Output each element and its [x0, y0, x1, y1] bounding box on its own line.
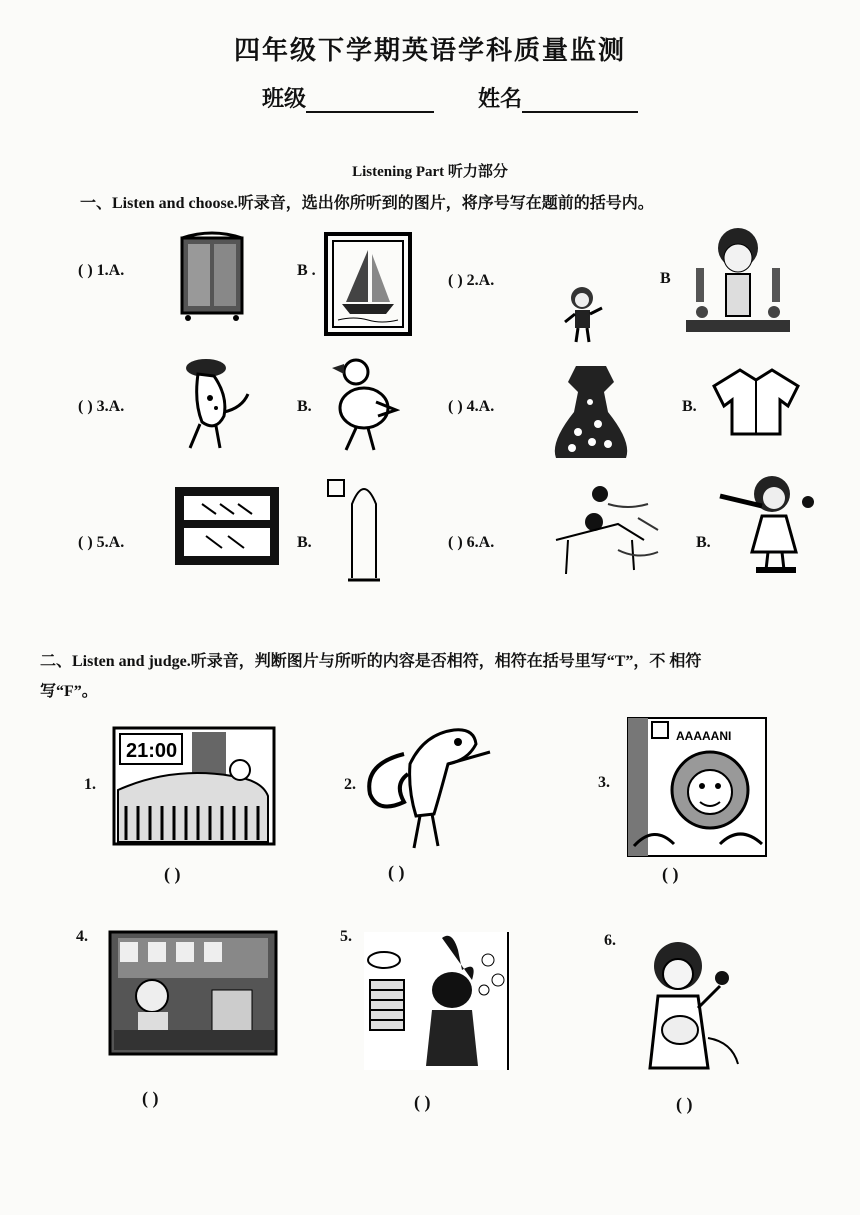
- q1-b-label: B .: [297, 262, 316, 279]
- part-label: Listening Part 听力部分: [352, 164, 508, 180]
- girl-with-cat-image: [628, 938, 748, 1088]
- q4-label: ( ) 4.A.: [448, 398, 495, 415]
- s2-item5-number: 5.: [340, 928, 352, 945]
- s2-item1-number: 1.: [84, 776, 96, 793]
- squirrel-image: [364, 714, 498, 854]
- s2-item6-answer-parens[interactable]: ( ): [676, 1094, 693, 1114]
- girl-cleaning-image: [716, 466, 828, 584]
- q6-b-label: B.: [696, 534, 711, 551]
- q5-label: ( ) 5.A.: [78, 534, 125, 551]
- q6-label: ( ) 6.A.: [448, 534, 495, 551]
- poster-sign-text: AAAAANI: [676, 729, 732, 743]
- q2-b-label: B: [660, 270, 671, 287]
- kangaroo-image: [176, 352, 252, 454]
- clock-time-text: 21:00: [126, 740, 178, 762]
- small-girl-image: [560, 282, 610, 344]
- s2-item4-number: 4.: [76, 928, 88, 945]
- woman-at-table-image: [682, 224, 794, 340]
- shirt-image: [710, 366, 802, 438]
- name-field: [478, 82, 638, 113]
- kitchen-scene-image: [108, 930, 278, 1056]
- name-label: 姓名: [478, 86, 523, 111]
- class-label: 班级: [262, 86, 307, 111]
- page-title: 四年级下学期英语学科质量监测: [233, 36, 626, 65]
- q2-label: ( ) 2.A.: [448, 272, 495, 289]
- q5-b-label: B.: [297, 534, 312, 551]
- mirror-image: [326, 474, 388, 586]
- duck-image: [326, 352, 400, 456]
- q3-label: ( ) 3.A.: [78, 398, 125, 415]
- q4-b-label: B.: [682, 398, 697, 415]
- q3-b-label: B.: [297, 398, 312, 415]
- name-blank[interactable]: [522, 89, 638, 113]
- class-blank[interactable]: [306, 89, 434, 113]
- section2-instruction-line2: 写“F”。: [40, 683, 98, 700]
- section2-instruction-line1: 二、Listen and judge.听录音，判断图片与所听的内容是否相符，相符在括号里写“T”，不 相符: [40, 653, 702, 670]
- s2-item3-number: 3.: [598, 774, 610, 791]
- messy-room-image: [548, 480, 668, 576]
- s2-item5-answer-parens[interactable]: ( ): [414, 1092, 431, 1112]
- section1-instruction: 一、Listen and choose.听录音，选出你所听到的图片，将序号写在题前的括号内。: [80, 195, 654, 212]
- s2-item6-number: 6.: [604, 932, 616, 949]
- class-field: [262, 82, 434, 113]
- s2-item2-number: 2.: [344, 776, 356, 793]
- q1-label: ( ) 1.A.: [78, 262, 125, 279]
- s2-item4-answer-parens[interactable]: ( ): [142, 1088, 159, 1108]
- s2-item3-answer-parens[interactable]: ( ): [662, 864, 679, 884]
- sailboat-picture-image: [324, 232, 412, 336]
- lion-poster-image: [624, 714, 770, 860]
- wardrobe-image: [178, 228, 248, 323]
- dress-image: [548, 362, 634, 462]
- rabbit-dishes-image: [362, 930, 512, 1072]
- bedtime-image: [112, 726, 276, 846]
- window-image: [172, 484, 282, 568]
- s2-item2-answer-parens[interactable]: ( ): [388, 862, 405, 882]
- s2-item1-answer-parens[interactable]: ( ): [164, 864, 181, 884]
